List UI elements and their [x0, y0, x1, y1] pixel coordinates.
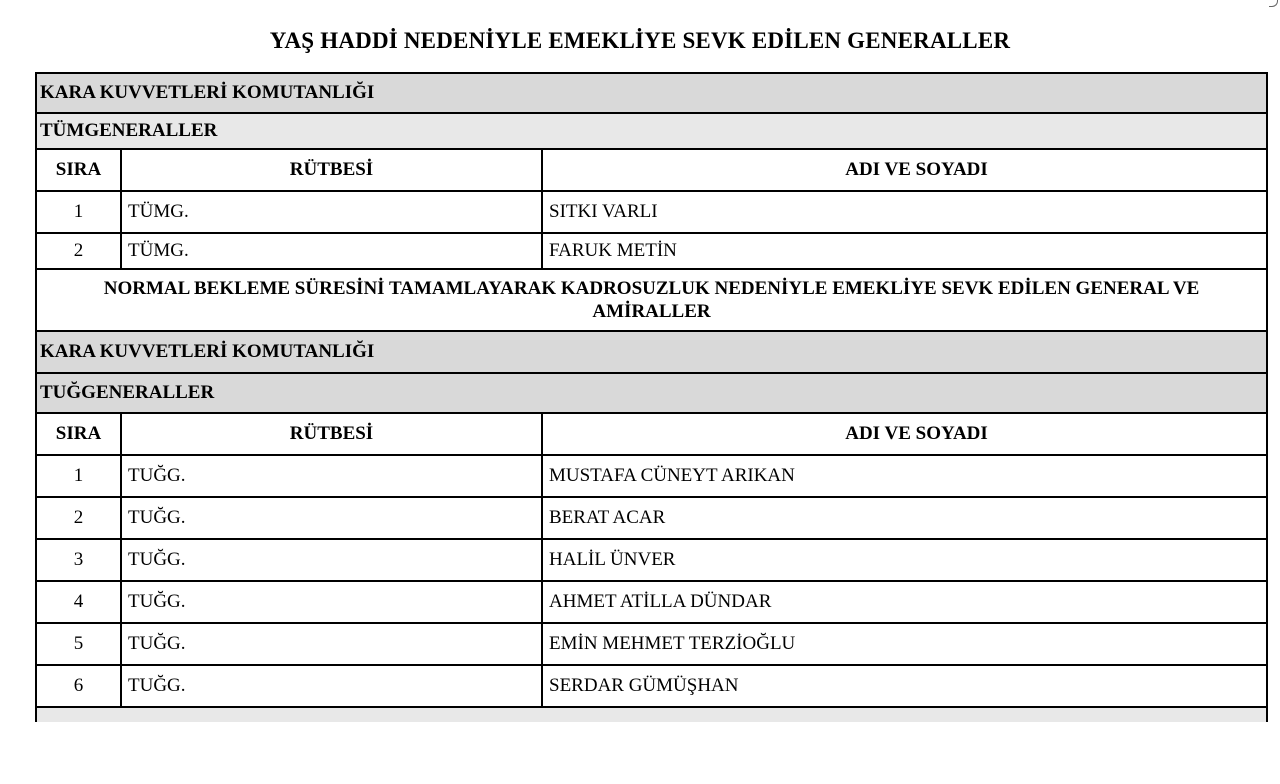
table-row [36, 191, 1267, 233]
next-section-band-cell [36, 707, 1267, 722]
page-title: YAŞ HADDİ NEDENİYLE EMEKLİYE SEVK EDİLEN GENERALLER [269, 28, 1011, 53]
row-name: BERAT ACAR [542, 497, 1267, 539]
page-corner-mark [1269, 0, 1278, 7]
column-header-name: ADI VE SOYADI [542, 149, 1267, 191]
row-sira: 6 [36, 665, 121, 707]
next-section-band [36, 707, 1267, 722]
row-name: AHMET ATİLLA DÜNDAR [542, 581, 1267, 623]
section2-rank-group-row [36, 373, 1267, 413]
row-sira: 1 [36, 455, 121, 497]
section2-command-row [36, 331, 1267, 373]
notice-row [36, 269, 1267, 331]
section1-command: KARA KUVVETLERİ KOMUTANLIĞI [36, 73, 1267, 113]
column-header-sira: SIRA [36, 149, 121, 191]
row-rutbe: TUĞG. [121, 455, 542, 497]
table-row [36, 665, 1267, 707]
table-row [36, 581, 1267, 623]
section1-header-row [36, 149, 1267, 191]
row-name: SITKI VARLI [542, 191, 1267, 233]
row-rutbe: TUĞG. [121, 497, 542, 539]
table-row [36, 455, 1267, 497]
row-rutbe: TÜMG. [121, 233, 542, 269]
section2-rank-group: TUĞGENERALLER [36, 373, 1267, 413]
row-rutbe: TUĞG. [121, 539, 542, 581]
row-rutbe: TÜMG. [121, 191, 542, 233]
column-header-sira: SIRA [36, 413, 121, 455]
row-sira: 3 [36, 539, 121, 581]
row-sira: 2 [36, 497, 121, 539]
row-rutbe: TUĞG. [121, 581, 542, 623]
section2-command: KARA KUVVETLERİ KOMUTANLIĞI [36, 331, 1267, 373]
section1-command-row [36, 73, 1267, 113]
column-header-name: ADI VE SOYADI [542, 413, 1267, 455]
section1-rank-group: TÜMGENERALLER [36, 113, 1267, 149]
section2-header-row [36, 413, 1267, 455]
column-header-rutbe: RÜTBESİ [121, 149, 542, 191]
table-row [36, 497, 1267, 539]
row-rutbe: TUĞG. [121, 665, 542, 707]
row-sira: 1 [36, 191, 121, 233]
row-name: FARUK METİN [542, 233, 1267, 269]
row-name: MUSTAFA CÜNEYT ARIKAN [542, 455, 1267, 497]
row-rutbe: TUĞG. [121, 623, 542, 665]
row-name: EMİN MEHMET TERZİOĞLU [542, 623, 1267, 665]
column-header-rutbe: RÜTBESİ [121, 413, 542, 455]
table-row [36, 233, 1267, 269]
row-name: SERDAR GÜMÜŞHAN [542, 665, 1267, 707]
row-sira: 4 [36, 581, 121, 623]
section1-rank-group-row [36, 113, 1267, 149]
notice-text: NORMAL BEKLEME SÜRESİNİ TAMAMLAYARAK KADROSUZLUK NEDENİYLE EMEKLİYE SEVK EDİLEN GENERAL VE AMİRALLER [36, 269, 1267, 331]
row-name: HALİL ÜNVER [542, 539, 1267, 581]
row-sira: 5 [36, 623, 121, 665]
table-row [36, 539, 1267, 581]
generals-table [35, 72, 1268, 722]
row-sira: 2 [36, 233, 121, 269]
table-row [36, 623, 1267, 665]
